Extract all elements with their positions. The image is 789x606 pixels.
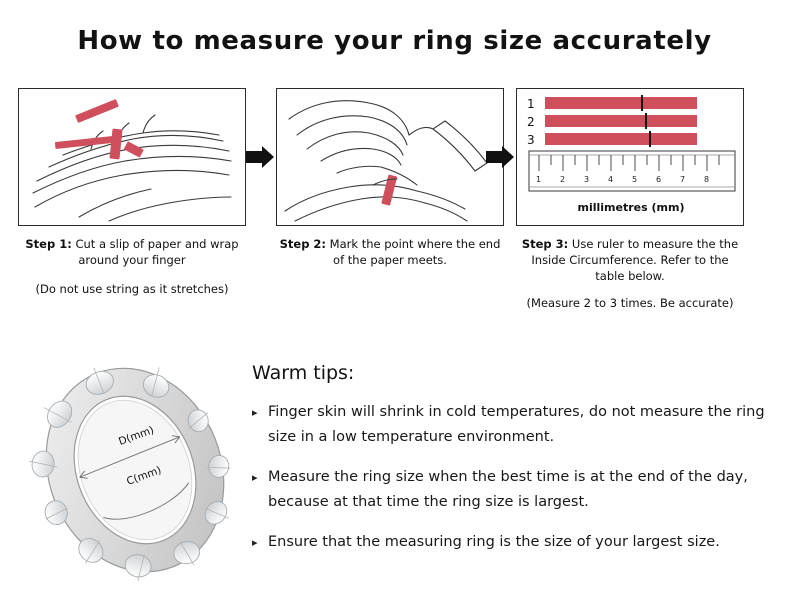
svg-text:8: 8 bbox=[704, 175, 710, 184]
svg-text:3: 3 bbox=[584, 175, 590, 184]
step-1-illustration bbox=[18, 88, 246, 226]
svg-text:2: 2 bbox=[560, 175, 566, 184]
arrow-right-icon-2 bbox=[486, 146, 514, 168]
step-1-label: Step 1: bbox=[25, 237, 72, 251]
svg-text:2: 2 bbox=[527, 115, 535, 129]
bullet-icon: ▸ bbox=[252, 471, 258, 484]
ruler-units-label: millimetres (mm) bbox=[577, 201, 685, 214]
step-3 bbox=[516, 88, 744, 310]
step-2-illustration bbox=[276, 88, 504, 226]
tip-item-2 bbox=[252, 465, 768, 515]
tip-text-1: Finger skin will shrink in cold temperatures, do not measure the ring size in a low temperature environment. bbox=[268, 404, 765, 445]
warm-tips-heading: Warm tips: bbox=[252, 362, 355, 384]
step-1-text: Cut a slip of paper and wrap around your finger bbox=[71, 237, 239, 267]
step-1 bbox=[18, 88, 246, 296]
svg-text:3: 3 bbox=[527, 133, 535, 147]
ring-diameter-label: D(mm) bbox=[117, 424, 156, 448]
step-2-caption bbox=[276, 236, 504, 268]
ring-illustration bbox=[28, 352, 243, 587]
page-title: How to measure your ring size accurately bbox=[77, 26, 712, 56]
bullet-icon: ▸ bbox=[252, 406, 258, 419]
svg-text:7: 7 bbox=[680, 175, 686, 184]
arrow-right-icon-1 bbox=[246, 146, 274, 168]
tip-item-1 bbox=[252, 400, 768, 450]
step-3-caption bbox=[516, 236, 744, 284]
step-2-label: Step 2: bbox=[279, 237, 327, 251]
step-2-text: Mark the point where the end of the paper meets. bbox=[326, 237, 501, 267]
step-3-label: Step 3: bbox=[521, 237, 569, 251]
step-1-caption bbox=[18, 236, 246, 268]
tip-text-2: Measure the ring size when the best time is at the end of the day, because at that time the ring size is largest. bbox=[268, 469, 748, 510]
bullet-icon: ▸ bbox=[252, 536, 258, 549]
ring-circumference-label: C(mm) bbox=[125, 464, 163, 488]
step-2 bbox=[276, 88, 504, 268]
tip-text-3: Ensure that the measuring ring is the size of your largest size. bbox=[268, 534, 720, 550]
step-1-note: (Do not use string as it stretches) bbox=[35, 282, 229, 296]
step-3-text: Use ruler to measure the the Inside Circumference. Refer to the table below. bbox=[531, 237, 739, 283]
svg-text:1: 1 bbox=[527, 97, 535, 111]
step-3-illustration bbox=[516, 88, 744, 226]
warm-tips-section bbox=[252, 362, 768, 570]
svg-text:4: 4 bbox=[608, 175, 614, 184]
svg-text:6: 6 bbox=[656, 175, 662, 184]
tip-item-3 bbox=[252, 530, 768, 555]
svg-text:1: 1 bbox=[536, 175, 542, 184]
steps-row bbox=[18, 88, 771, 338]
step-3-note: (Measure 2 to 3 times. Be accurate) bbox=[526, 296, 734, 310]
svg-text:5: 5 bbox=[632, 175, 638, 184]
